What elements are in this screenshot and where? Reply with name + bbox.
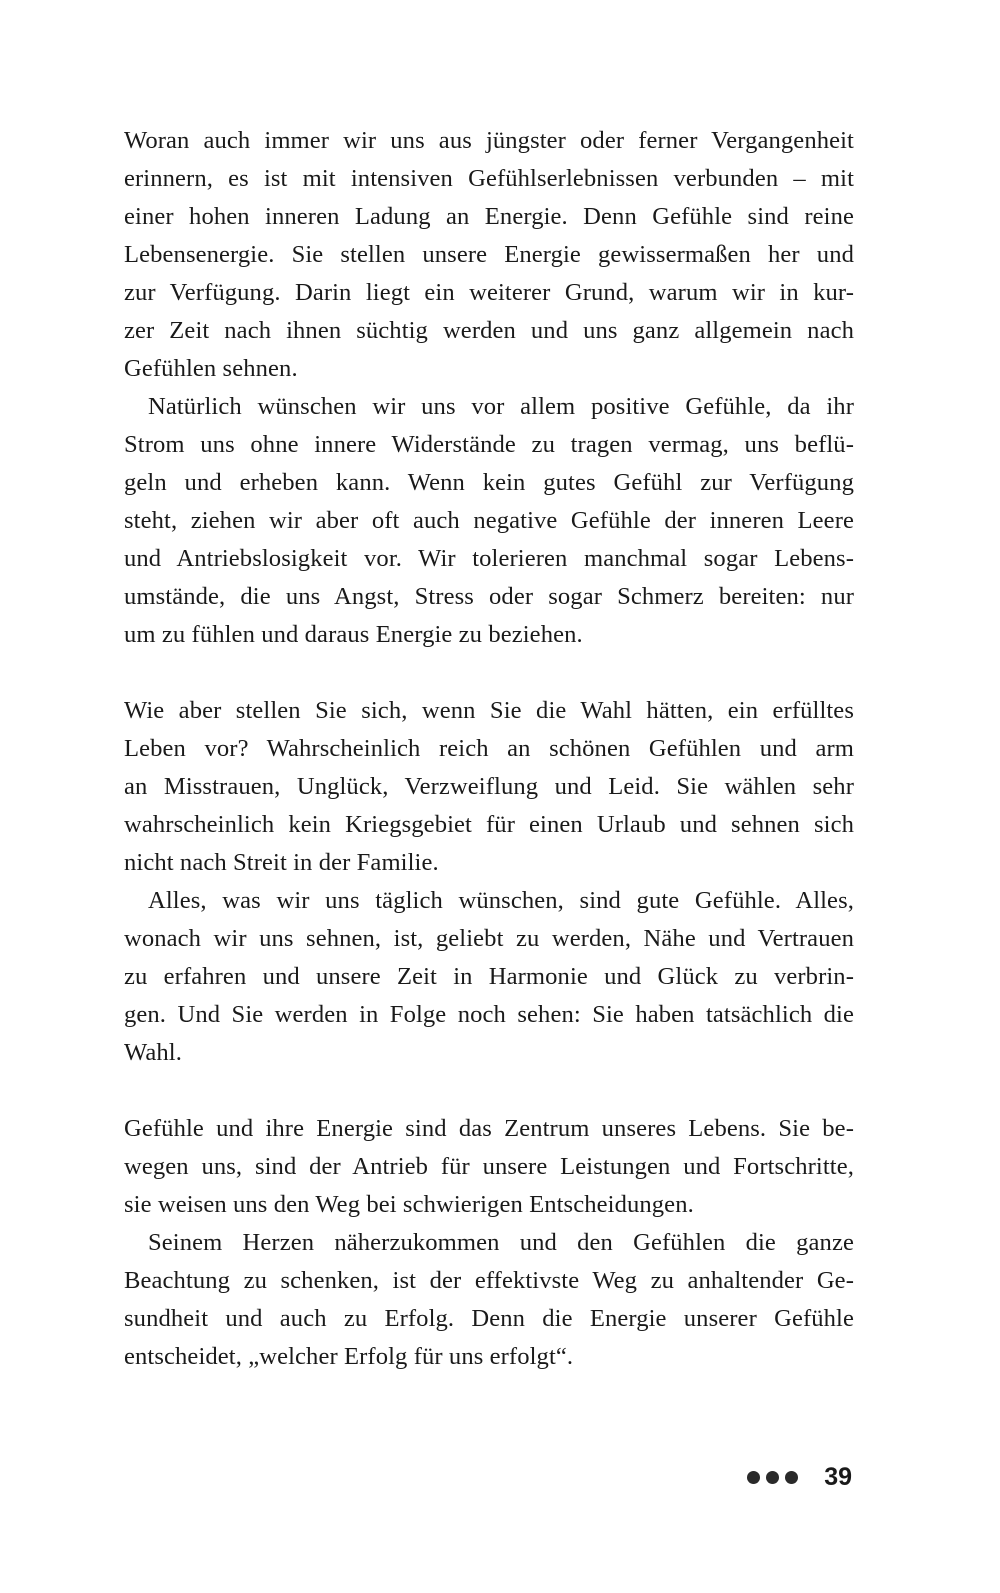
paragraph: [124, 1110, 854, 1224]
text-line: umstände, die uns Angst, Stress oder sogar Schmerz bereiten: nur: [124, 583, 854, 610]
paragraph: [124, 122, 854, 388]
text-line: Beachtung zu schenken, ist der effektivste Weg zu anhaltender Ge-: [124, 1267, 854, 1294]
text-line: an Misstrauen, Unglück, Verzweiflung und Leid. Sie wählen sehr: [124, 773, 854, 800]
text-line: Leben vor? Wahrscheinlich reich an schönen Gefühlen und arm: [124, 735, 854, 762]
text-line: einer hohen inneren Ladung an Energie. Denn Gefühle sind reine: [124, 203, 854, 230]
text-line: entscheidet, „welcher Erfolg für uns erfolgt“.: [124, 1343, 574, 1370]
paragraph: [124, 692, 854, 882]
text-line: zer Zeit nach ihnen süchtig werden und uns ganz allgemein nach: [124, 317, 854, 344]
text-line: nicht nach Streit in der Familie.: [124, 849, 439, 876]
text-line: um zu fühlen und daraus Energie zu beziehen.: [124, 621, 583, 648]
text-line: geln und erheben kann. Wenn kein gutes Gefühl zur Verfügung: [124, 469, 854, 496]
text-line: zu erfahren und unsere Zeit in Harmonie und Glück zu verbrin-: [124, 963, 854, 990]
text-line: Gefühlen sehnen.: [124, 355, 298, 382]
book-page-body: [124, 122, 854, 1376]
text-line: Seinem Herzen näherzukommen und den Gefühlen die ganze: [148, 1229, 854, 1256]
text-line: Strom uns ohne innere Widerstände zu tragen vermag, uns beflü-: [124, 431, 854, 458]
paragraph: [124, 388, 854, 654]
text-line: wahrscheinlich kein Kriegsgebiet für einen Urlaub und sehnen sich: [124, 811, 854, 838]
text-line: gen. Und Sie werden in Folge noch sehen: Sie haben tatsächlich die: [124, 1001, 854, 1028]
text-line: zur Verfügung. Darin liegt ein weiterer Grund, warum wir in kur-: [124, 279, 854, 306]
dot-icon: [747, 1471, 760, 1484]
text-line: wonach wir uns sehnen, ist, geliebt zu werden, Nähe und Vertrauen: [124, 925, 854, 952]
paragraph: [124, 882, 854, 1072]
text-line: Alles, was wir uns täglich wünschen, sind gute Gefühle. Alles,: [148, 887, 854, 914]
text-line: Gefühle und ihre Energie sind das Zentrum unseres Lebens. Sie be-: [124, 1115, 854, 1142]
paragraph: [124, 1224, 854, 1376]
text-line: sie weisen uns den Weg bei schwierigen Entscheidungen.: [124, 1191, 694, 1218]
page-footer: [747, 1462, 852, 1492]
page-number: 39: [824, 1462, 852, 1491]
text-line: Woran auch immer wir uns aus jüngster oder ferner Vergangenheit: [124, 127, 854, 154]
text-line: Natürlich wünschen wir uns vor allem positive Gefühle, da ihr: [148, 393, 854, 420]
text-line: erinnern, es ist mit intensiven Gefühlserlebnissen verbunden – mit: [124, 165, 854, 192]
text-line: Lebensenergie. Sie stellen unsere Energie gewissermaßen her und: [124, 241, 854, 268]
decorative-dots: [747, 1471, 798, 1484]
text-line: steht, ziehen wir aber oft auch negative Gefühle der inneren Leere: [124, 507, 854, 534]
section-spacer: [124, 1072, 854, 1110]
text-line: wegen uns, sind der Antrieb für unsere Leistungen und Fortschritte,: [124, 1153, 854, 1180]
dot-icon: [785, 1471, 798, 1484]
text-line: sundheit und auch zu Erfolg. Denn die Energie unserer Gefühle: [124, 1305, 854, 1332]
section-spacer: [124, 654, 854, 692]
text-line: und Antriebslosigkeit vor. Wir tolerieren manchmal sogar Lebens-: [124, 545, 854, 572]
dot-icon: [766, 1471, 779, 1484]
text-line: Wie aber stellen Sie sich, wenn Sie die Wahl hätten, ein erfülltes: [124, 697, 854, 724]
text-line: Wahl.: [124, 1039, 182, 1066]
